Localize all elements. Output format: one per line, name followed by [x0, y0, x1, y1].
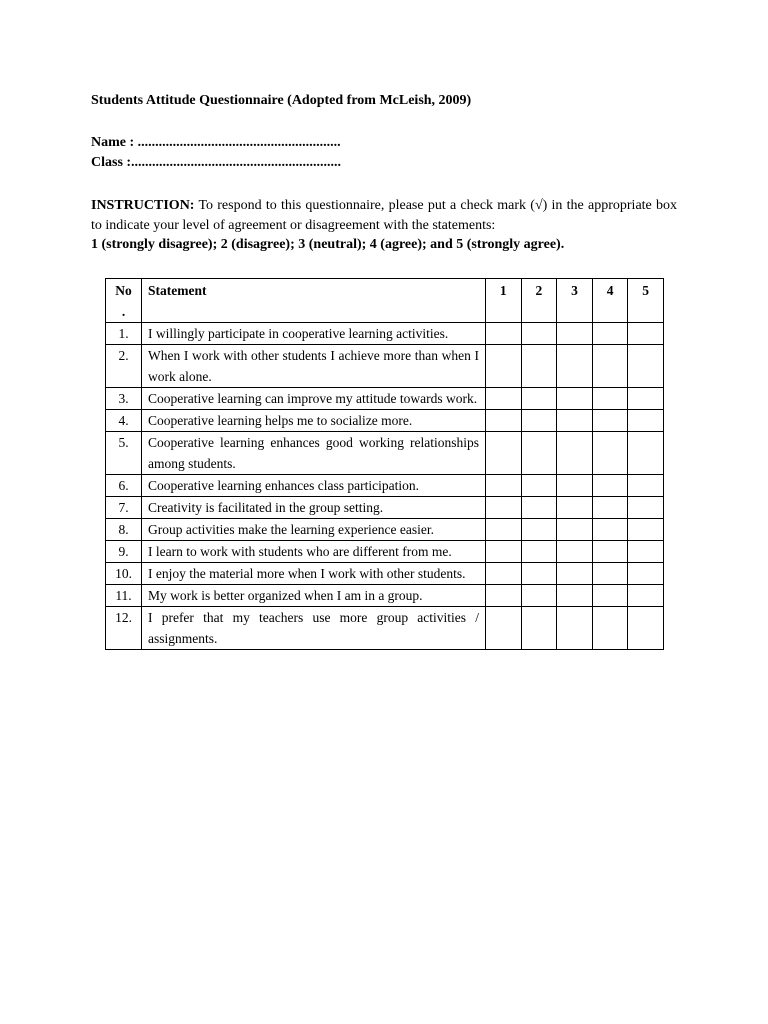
- rating-box-4[interactable]: [592, 497, 628, 519]
- rating-box-2[interactable]: [521, 410, 557, 432]
- row-statement: Cooperative learning can improve my attitude towards work.: [142, 388, 486, 410]
- rating-box-4[interactable]: [592, 519, 628, 541]
- rating-box-3[interactable]: [557, 410, 593, 432]
- row-statement: My work is better organized when I am in a group.: [142, 585, 486, 607]
- row-statement: Creativity is facilitated in the group setting.: [142, 497, 486, 519]
- row-number: 5.: [106, 432, 142, 475]
- rating-box-5[interactable]: [628, 410, 664, 432]
- rating-box-4[interactable]: [592, 475, 628, 497]
- rating-box-3[interactable]: [557, 388, 593, 410]
- rating-box-5[interactable]: [628, 323, 664, 345]
- rating-box-3[interactable]: [557, 323, 593, 345]
- rating-box-3[interactable]: [557, 475, 593, 497]
- rating-box-5[interactable]: [628, 541, 664, 563]
- table-row: [106, 585, 664, 607]
- rating-box-1[interactable]: [486, 323, 522, 345]
- row-statement: I learn to work with students who are different from me.: [142, 541, 486, 563]
- rating-box-3[interactable]: [557, 497, 593, 519]
- row-number: 6.: [106, 475, 142, 497]
- table-row: [106, 475, 664, 497]
- scale-legend: 1 (strongly disagree); 2 (disagree); 3 (neutral); 4 (agree); and 5 (strongly agree).: [91, 237, 565, 252]
- table-row: [106, 345, 664, 388]
- rating-box-3[interactable]: [557, 519, 593, 541]
- row-statement: When I work with other students I achieve more than when I work alone.: [142, 345, 486, 388]
- questionnaire-table: [105, 278, 664, 650]
- row-number: 7.: [106, 497, 142, 519]
- rating-box-2[interactable]: [521, 432, 557, 475]
- rating-box-3[interactable]: [557, 345, 593, 388]
- table-row: [106, 388, 664, 410]
- row-statement: I willingly participate in cooperative learning activities.: [142, 323, 486, 345]
- rating-box-3[interactable]: [557, 432, 593, 475]
- row-statement: I prefer that my teachers use more group activities / assignments.: [142, 607, 486, 650]
- rating-box-5[interactable]: [628, 432, 664, 475]
- header-scale-2: 2: [521, 279, 557, 323]
- rating-box-5[interactable]: [628, 607, 664, 650]
- rating-box-4[interactable]: [592, 541, 628, 563]
- row-statement: Group activities make the learning experience easier.: [142, 519, 486, 541]
- rating-box-3[interactable]: [557, 563, 593, 585]
- table-row: [106, 432, 664, 475]
- rating-box-4[interactable]: [592, 388, 628, 410]
- rating-box-2[interactable]: [521, 585, 557, 607]
- document-title: Students Attitude Questionnaire (Adopted from McLeish, 2009): [91, 93, 472, 108]
- rating-box-4[interactable]: [592, 432, 628, 475]
- row-number: 4.: [106, 410, 142, 432]
- rating-box-5[interactable]: [628, 519, 664, 541]
- row-number: 3.: [106, 388, 142, 410]
- row-number: 10.: [106, 563, 142, 585]
- rating-box-4[interactable]: [592, 410, 628, 432]
- header-scale-4: 4: [592, 279, 628, 323]
- table-body: [106, 323, 664, 650]
- rating-box-4[interactable]: [592, 585, 628, 607]
- header-no-text: No .: [115, 283, 132, 319]
- row-statement: I enjoy the material more when I work with other students.: [142, 563, 486, 585]
- rating-box-2[interactable]: [521, 323, 557, 345]
- row-number: 11.: [106, 585, 142, 607]
- rating-box-2[interactable]: [521, 345, 557, 388]
- rating-box-4[interactable]: [592, 563, 628, 585]
- rating-box-1[interactable]: [486, 410, 522, 432]
- row-statement: Cooperative learning helps me to socialize more.: [142, 410, 486, 432]
- rating-box-5[interactable]: [628, 585, 664, 607]
- header-scale-1: 1: [486, 279, 522, 323]
- table-row: [106, 519, 664, 541]
- table-row: [106, 323, 664, 345]
- rating-box-5[interactable]: [628, 475, 664, 497]
- row-statement: Cooperative learning enhances good working relationships among students.: [142, 432, 486, 475]
- rating-box-4[interactable]: [592, 323, 628, 345]
- rating-box-3[interactable]: [557, 541, 593, 563]
- rating-box-5[interactable]: [628, 563, 664, 585]
- rating-box-2[interactable]: [521, 563, 557, 585]
- header-statement: Statement: [142, 279, 486, 323]
- rating-box-1[interactable]: [486, 541, 522, 563]
- rating-box-1[interactable]: [486, 388, 522, 410]
- rating-box-2[interactable]: [521, 519, 557, 541]
- rating-box-1[interactable]: [486, 607, 522, 650]
- rating-box-3[interactable]: [557, 607, 593, 650]
- class-field: Class :............................................................: [91, 155, 342, 170]
- rating-box-5[interactable]: [628, 345, 664, 388]
- table-row: [106, 410, 664, 432]
- rating-box-5[interactable]: [628, 497, 664, 519]
- rating-box-1[interactable]: [486, 519, 522, 541]
- table-header-row: [106, 279, 664, 323]
- instruction-label: INSTRUCTION:: [91, 198, 195, 213]
- instruction-paragraph: [91, 196, 677, 236]
- rating-box-2[interactable]: [521, 388, 557, 410]
- rating-box-5[interactable]: [628, 388, 664, 410]
- row-number: 12.: [106, 607, 142, 650]
- rating-box-1[interactable]: [486, 475, 522, 497]
- row-number: 2.: [106, 345, 142, 388]
- rating-box-1[interactable]: [486, 563, 522, 585]
- rating-box-1[interactable]: [486, 497, 522, 519]
- rating-box-1[interactable]: [486, 345, 522, 388]
- header-scale-5: 5: [628, 279, 664, 323]
- name-field: Name : ..........................................................: [91, 135, 341, 150]
- rating-box-2[interactable]: [521, 607, 557, 650]
- rating-box-1[interactable]: [486, 432, 522, 475]
- row-number: 1.: [106, 323, 142, 345]
- rating-box-3[interactable]: [557, 585, 593, 607]
- rating-box-4[interactable]: [592, 607, 628, 650]
- header-no: [106, 279, 142, 323]
- table-row: [106, 563, 664, 585]
- rating-box-4[interactable]: [592, 345, 628, 388]
- rating-box-2[interactable]: [521, 475, 557, 497]
- row-number: 8.: [106, 519, 142, 541]
- rating-box-1[interactable]: [486, 585, 522, 607]
- table-row: [106, 607, 664, 650]
- instruction-text: To respond to this questionnaire, please put a check mark (√) in the appropriate box to indicate your level of agreement or disagreement with the statements:: [91, 198, 677, 233]
- row-number: 9.: [106, 541, 142, 563]
- row-statement: Cooperative learning enhances class participation.: [142, 475, 486, 497]
- rating-box-2[interactable]: [521, 541, 557, 563]
- table-row: [106, 497, 664, 519]
- header-scale-3: 3: [557, 279, 593, 323]
- table-row: [106, 541, 664, 563]
- rating-box-2[interactable]: [521, 497, 557, 519]
